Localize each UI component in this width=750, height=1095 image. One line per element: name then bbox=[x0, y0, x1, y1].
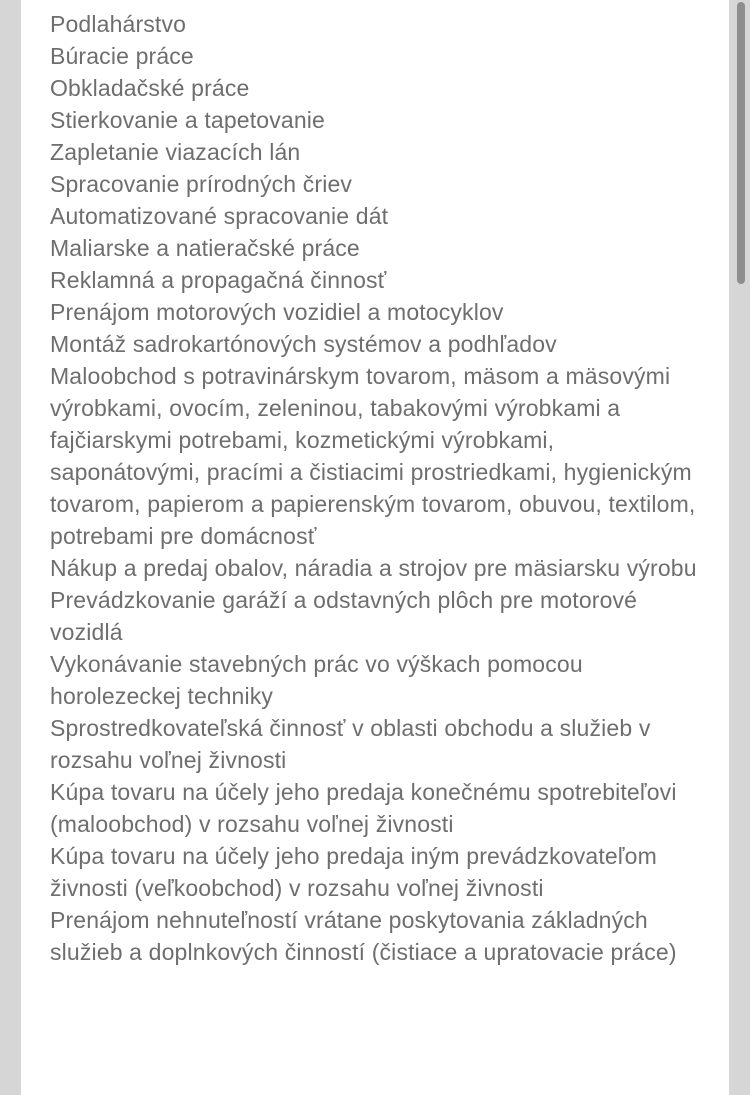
list-item: Stierkovanie a tapetovanie bbox=[50, 107, 325, 133]
list-item: Obkladačské práce bbox=[50, 75, 250, 101]
list-item: Prevádzkovanie garáží a odstavných plôch pre motorové vozidlá bbox=[50, 587, 638, 645]
content-panel[interactable] bbox=[21, 0, 729, 1095]
list-item: Prenájom motorových vozidiel a motocyklov bbox=[50, 299, 504, 325]
list-item: Búracie práce bbox=[50, 43, 194, 69]
list-item: Kúpa tovaru na účely jeho predaja konečnému spotrebiteľovi (maloobchod) v rozsahu voľnej živnosti bbox=[50, 779, 677, 837]
list-item: Sprostredkovateľská činnosť v oblasti obchodu a služieb v rozsahu voľnej živnosti bbox=[50, 715, 651, 773]
trade-list bbox=[50, 8, 710, 968]
list-item: Reklamná a propagačná činnosť bbox=[50, 267, 387, 293]
list-item: Kúpa tovaru na účely jeho predaja iným prevádzkovateľom živnosti (veľkoobchod) v rozsahu voľnej živnosti bbox=[50, 843, 657, 901]
list-item: Maloobchod s potravinárskym tovarom, mäsom a mäsovými výrobkami, ovocím, zeleninou, tabakovými výrobkami a fajčiarskymi potrebami, kozmetickými výrobkami, saponátovými, pracími a čistiacimi prostriedkami, hygienickým tovarom, papierom a papierenským tovarom, obuvou, textilom, potrebami pre domácnosť bbox=[50, 363, 696, 549]
list-item: Vykonávanie stavebných prác vo výškach pomocou horolezeckej techniky bbox=[50, 651, 583, 709]
list-item: Montáž sadrokartónových systémov a podhľadov bbox=[50, 331, 557, 357]
list-item: Nákup a predaj obalov, náradia a strojov pre mäsiarsku výrobu bbox=[50, 555, 697, 581]
list-item: Zapletanie viazacích lán bbox=[50, 139, 301, 165]
scrollbar-track[interactable] bbox=[733, 0, 747, 1095]
list-item: Podlahárstvo bbox=[50, 11, 187, 37]
list-item: Spracovanie prírodných čriev bbox=[50, 171, 353, 197]
list-item: Prenájom nehnuteľností vrátane poskytovania základných služieb a doplnkových činností (čistiace a upratovacie práce) bbox=[50, 907, 677, 965]
list-item: Automatizované spracovanie dát bbox=[50, 203, 389, 229]
scrollbar-thumb[interactable] bbox=[737, 2, 745, 284]
list-item: Maliarske a natieračské práce bbox=[50, 235, 360, 261]
